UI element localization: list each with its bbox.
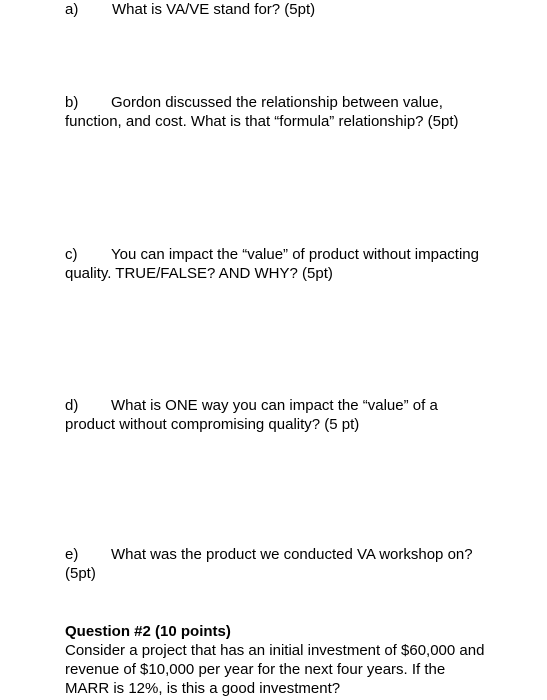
question-e — [65, 545, 490, 583]
question-b-text: Gordon discussed the relationship between value, function, and cost. What is that “formula” relationship? (5pt) — [65, 94, 459, 130]
question-2-text: Consider a project that has an initial investment of $60,000 and revenue of $10,000 per year for the next four years. If the MARR is 12%, is this a good investment? — [65, 642, 485, 697]
question-a-text: What is VA/VE stand for? (5pt) — [112, 1, 316, 18]
question-2 — [65, 622, 490, 698]
question-c-text: You can impact the “value” of product without impacting quality. TRUE/FALSE? AND WHY? (5pt) — [65, 246, 479, 282]
question-d-text: What is ONE way you can impact the “value” of a product without compromising quality? (5 pt) — [65, 397, 438, 433]
question-c — [65, 245, 490, 283]
question-e-text: What was the product we conducted VA workshop on? (5pt) — [65, 546, 473, 582]
question-a — [65, 0, 490, 19]
question-2-title: Question #2 (10 points) — [65, 623, 231, 640]
question-b — [65, 93, 490, 131]
question-b-label: b) — [65, 94, 79, 111]
question-a-label: a) — [65, 1, 79, 18]
question-d-label: d) — [65, 397, 79, 414]
question-d — [65, 396, 490, 434]
question-e-label: e) — [65, 546, 79, 563]
question-c-label: c) — [65, 246, 78, 263]
